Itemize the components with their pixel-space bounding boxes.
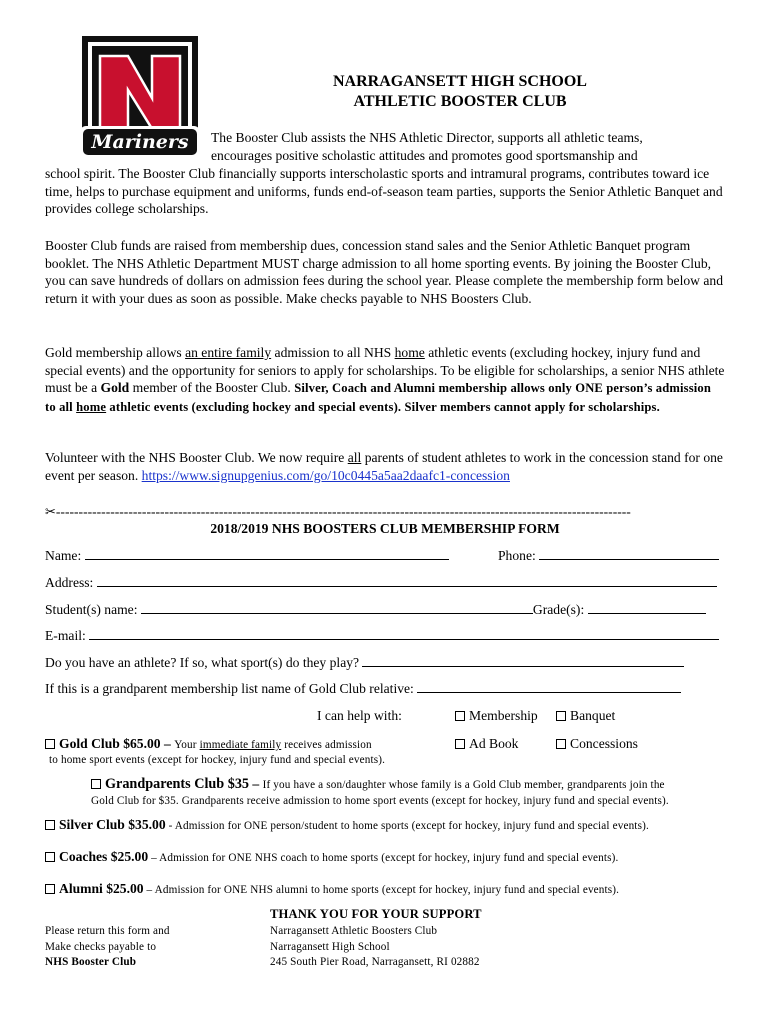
address-line-3: 245 South Pier Road, Narragansett, RI 02882 <box>270 956 480 968</box>
coaches-title: Coaches $25.00 <box>59 849 149 864</box>
grades-label: Grade(s): <box>532 602 585 617</box>
checkbox-icon[interactable] <box>455 739 465 749</box>
grades-field[interactable] <box>588 601 706 614</box>
intro-line-2: encourages positive scholastic attitudes and promotes good sportsmanship and <box>211 147 638 163</box>
form-title: 2018/2019 NHS BOOSTERS CLUB MEMBERSHIP FORM <box>210 521 560 536</box>
checkbox-icon[interactable] <box>556 739 566 749</box>
students-label: Student(s) name: <box>45 602 138 617</box>
intro-lines-top <box>211 129 711 164</box>
option-label: Concessions <box>570 736 638 751</box>
gold-club-desc: Your <box>174 739 200 751</box>
name-label: Name: <box>45 548 82 563</box>
text-run-bold: Silver, Coach and Alumni membership allows only ONE person’s admission to all <box>45 381 712 414</box>
coaches-checkbox[interactable] <box>45 852 55 862</box>
checkbox-icon[interactable] <box>556 711 566 721</box>
text-run-bold-underlined: home <box>76 399 107 414</box>
option-label: Ad Book <box>469 736 519 751</box>
grandparent-row <box>45 680 681 698</box>
membership-paragraph <box>45 344 725 416</box>
help-option-membership[interactable] <box>455 707 538 725</box>
gold-club-desc-line-2: to home sport events (except for hockey, injury fund and special events). <box>49 754 386 766</box>
address-line-2: Narragansett High School <box>270 940 390 953</box>
alumni-desc: – Admission for ONE NHS alumni to home sports (except for hockey, injury fund and special events). <box>143 884 620 896</box>
coaches-desc: – Admission for ONE NHS coach to home sports (except for hockey, injury fund and special events). <box>148 852 619 864</box>
return-instructions <box>45 924 170 971</box>
text-run: admission to all NHS <box>271 345 395 360</box>
option-label: Membership <box>469 708 538 723</box>
help-option-banquet[interactable] <box>556 707 615 725</box>
checkbox-icon[interactable] <box>455 711 465 721</box>
students-field[interactable] <box>141 601 533 614</box>
scissors-icon: ✂ <box>45 505 56 520</box>
text-run-underlined: home <box>394 345 425 360</box>
text-run-underlined: all <box>347 450 362 465</box>
mariners-logo <box>80 34 200 164</box>
text-run: parents of student athletes to work in the concession stand for one event per season. <box>45 450 723 483</box>
title-line-2: ATHLETIC BOOSTER CLUB <box>353 93 567 110</box>
grandparents-club-option <box>91 775 665 793</box>
address-line-1: Narragansett Athletic Boosters Club <box>270 925 438 937</box>
dash: – <box>160 736 175 751</box>
phone-field[interactable] <box>539 547 719 560</box>
alumni-checkbox[interactable] <box>45 884 55 894</box>
funds-paragraph: Booster Club funds are raised from membership dues, concession stand sales and the Senior Athletic Banquet program booklet. The NHS Athletic Department MUST charge admission to all home sporting events. By joining the Booster Club, you can save hundreds of dollars on admission fees during the school year. Please complete the membership form below and return it with your dues as soon as possible. Make checks payable to NHS Boosters Club. <box>45 238 724 306</box>
text-run: athletic events (excluding hockey, injury fund and special events) and the opportunity for seniors to apply for scholarships. To be eligible for scholarships, a senior NHS athlete must be a <box>45 345 725 395</box>
return-line-2: Make checks payable to <box>45 940 157 953</box>
name-row <box>45 547 449 565</box>
text-run-bold: athletic events (excluding hockey and special events). Silver members cannot apply for scholarships. <box>106 399 660 414</box>
address-field[interactable] <box>97 574 717 587</box>
alumni-option <box>45 880 619 898</box>
name-field[interactable] <box>85 547 449 560</box>
grandparents-club-desc: If you have a son/daughter whose family is a Gold Club member, grandparents join the <box>262 779 665 791</box>
silver-club-checkbox[interactable] <box>45 820 55 830</box>
email-field[interactable] <box>89 627 719 640</box>
gold-club-desc: receives admission <box>281 739 372 751</box>
alumni-title: Alumni $25.00 <box>59 881 144 896</box>
silver-club-title: Silver Club $35.00 <box>59 817 166 832</box>
coaches-option <box>45 848 619 866</box>
grandparent-question: If this is a grandparent membership list name of Gold Club relative: <box>45 681 414 696</box>
intro-line-1: The Booster Club assists the NHS Athletic Director, supports all athletic teams, <box>211 130 643 145</box>
silver-club-desc: - Admission for ONE person/student to home sports (except for hockey, injury fund and special events). <box>165 820 649 832</box>
grandparents-club-title: Grandparents Club $35 <box>105 776 250 792</box>
help-option-ad-book[interactable] <box>455 735 518 753</box>
text-run-bold: Gold <box>100 380 130 395</box>
return-line-1: Please return this form and <box>45 925 170 937</box>
text-run-underlined: an entire family <box>185 345 272 360</box>
email-row <box>45 627 719 645</box>
text-run: Gold membership allows <box>45 345 186 360</box>
athlete-sports-field[interactable] <box>362 654 684 667</box>
logo-script-text: Mariners <box>91 131 189 153</box>
phone-row <box>498 547 719 565</box>
concession-signup-link[interactable]: https://www.signupgenius.com/go/10c0445a5aa2daafc1-concession <box>141 467 510 483</box>
email-label: E-mail: <box>45 628 86 643</box>
payable-to: NHS Booster Club <box>45 956 137 968</box>
intro-paragraph: school spirit. The Booster Club financially supports interscholastic sports and intramural programs, contributes toward ice time, helps to purchase equipment and uniforms, funds end-of-season team parties, supports the Senior Athletic Banquet and provides college scholarships. <box>45 166 723 216</box>
gold-club-checkbox[interactable] <box>45 739 55 749</box>
help-option-concessions[interactable] <box>556 735 638 753</box>
address-row <box>45 574 717 592</box>
grandparents-club-checkbox[interactable] <box>91 779 101 789</box>
silver-club-option <box>45 816 649 834</box>
cut-line <box>45 503 735 521</box>
dash: – <box>249 776 263 791</box>
option-label: Banquet <box>570 708 616 723</box>
phone-label: Phone: <box>498 548 536 563</box>
help-label: I can help with: <box>317 708 402 723</box>
address-label: Address: <box>45 575 94 590</box>
grandparents-club-desc-line-2: Gold Club for $35. Grandparents receive admission to home sport events (except for hockey, injury fund and special events). <box>91 795 669 807</box>
thank-you-text: THANK YOU FOR YOUR SUPPORT <box>270 907 482 921</box>
gold-club-title: Gold Club $65.00 <box>59 736 161 751</box>
mailing-address <box>270 924 480 971</box>
title-line-1: NARRAGANSETT HIGH SCHOOL <box>333 73 587 90</box>
text-run: member of the Booster Club. <box>129 380 295 395</box>
page-title <box>200 72 720 112</box>
gold-club-desc-underlined: immediate family <box>199 739 282 751</box>
gold-relative-field[interactable] <box>417 680 681 693</box>
students-row <box>45 601 706 619</box>
cut-dashes: ------------------------------------------------------------------------------------------------------------------------------- <box>55 504 631 519</box>
athlete-question: Do you have an athlete? If so, what sport(s) do they play? <box>45 655 360 670</box>
athlete-row <box>45 654 684 672</box>
text-run: Volunteer with the NHS Booster Club. We now require <box>45 450 348 465</box>
volunteer-paragraph <box>45 449 725 484</box>
